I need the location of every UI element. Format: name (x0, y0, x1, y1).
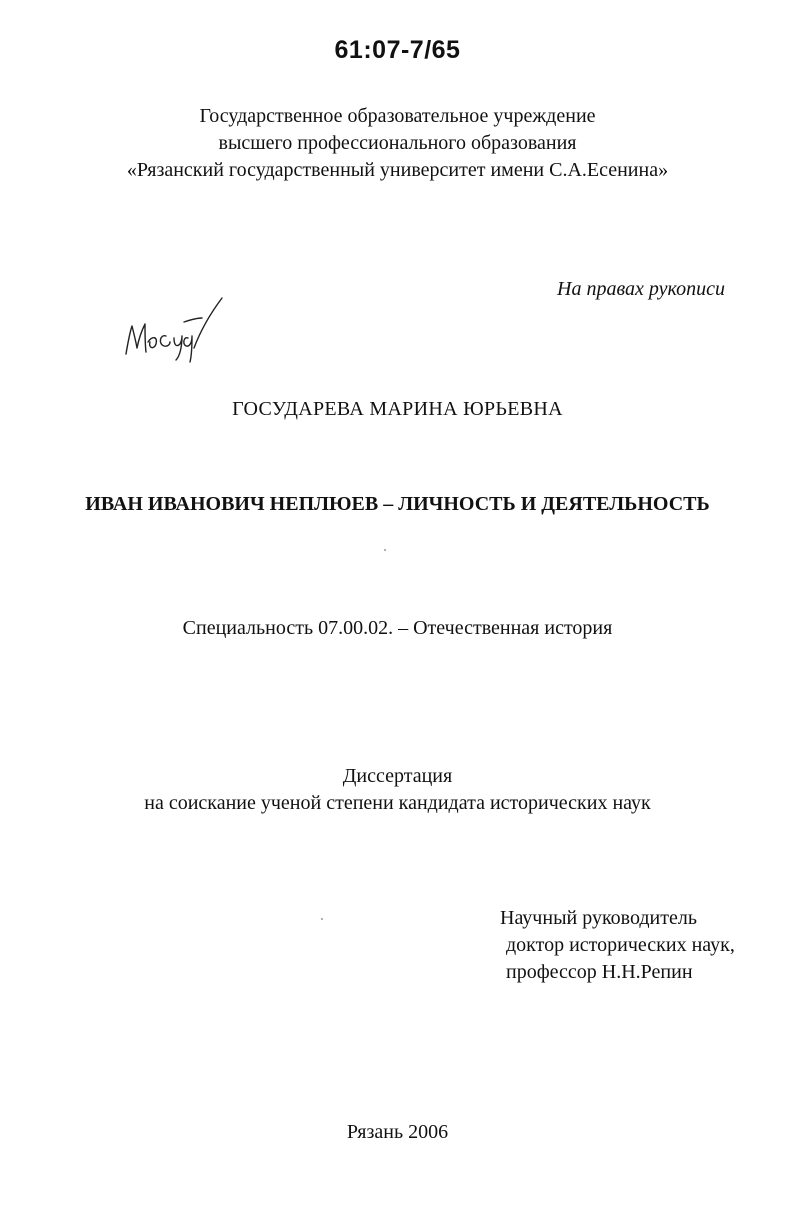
handwritten-signature (118, 292, 228, 364)
supervisor-block (500, 905, 735, 986)
city-year: Рязань 2006 (346, 1121, 449, 1143)
dissertation-type-line-2: на соискание ученой степени кандидата исторических наук (144, 792, 651, 814)
specialty-line: Специальность 07.00.02. – Отечественная история (182, 617, 613, 639)
supervisor-line-3: профессор Н.Н.Репин (506, 961, 693, 983)
institution-line-1: Государственное образовательное учреждение (199, 105, 596, 127)
institution-line-3: «Рязанский государственный университет имени С.А.Есенина» (126, 159, 669, 181)
catalog-number: 61:07-7/65 (334, 36, 461, 64)
scan-speck (384, 549, 386, 551)
dissertation-title: ИВАН ИВАНОВИЧ НЕПЛЮЕВ – ЛИЧНОСТЬ И ДЕЯТЕЛЬНОСТЬ (85, 493, 710, 515)
institution-header (0, 103, 795, 184)
dissertation-type-line-1: Диссертация (342, 765, 453, 787)
dissertation-type (0, 763, 795, 817)
institution-line-2: высшего профессионального образования (218, 132, 577, 154)
supervisor-line-1: Научный руководитель (500, 907, 697, 929)
rights-note: На правах рукописи (557, 278, 725, 300)
author-name: ГОСУДАРЕВА МАРИНА ЮРЬЕВНА (232, 398, 563, 420)
scan-speck (321, 918, 323, 920)
supervisor-line-2: доктор исторических наук, (506, 934, 735, 956)
